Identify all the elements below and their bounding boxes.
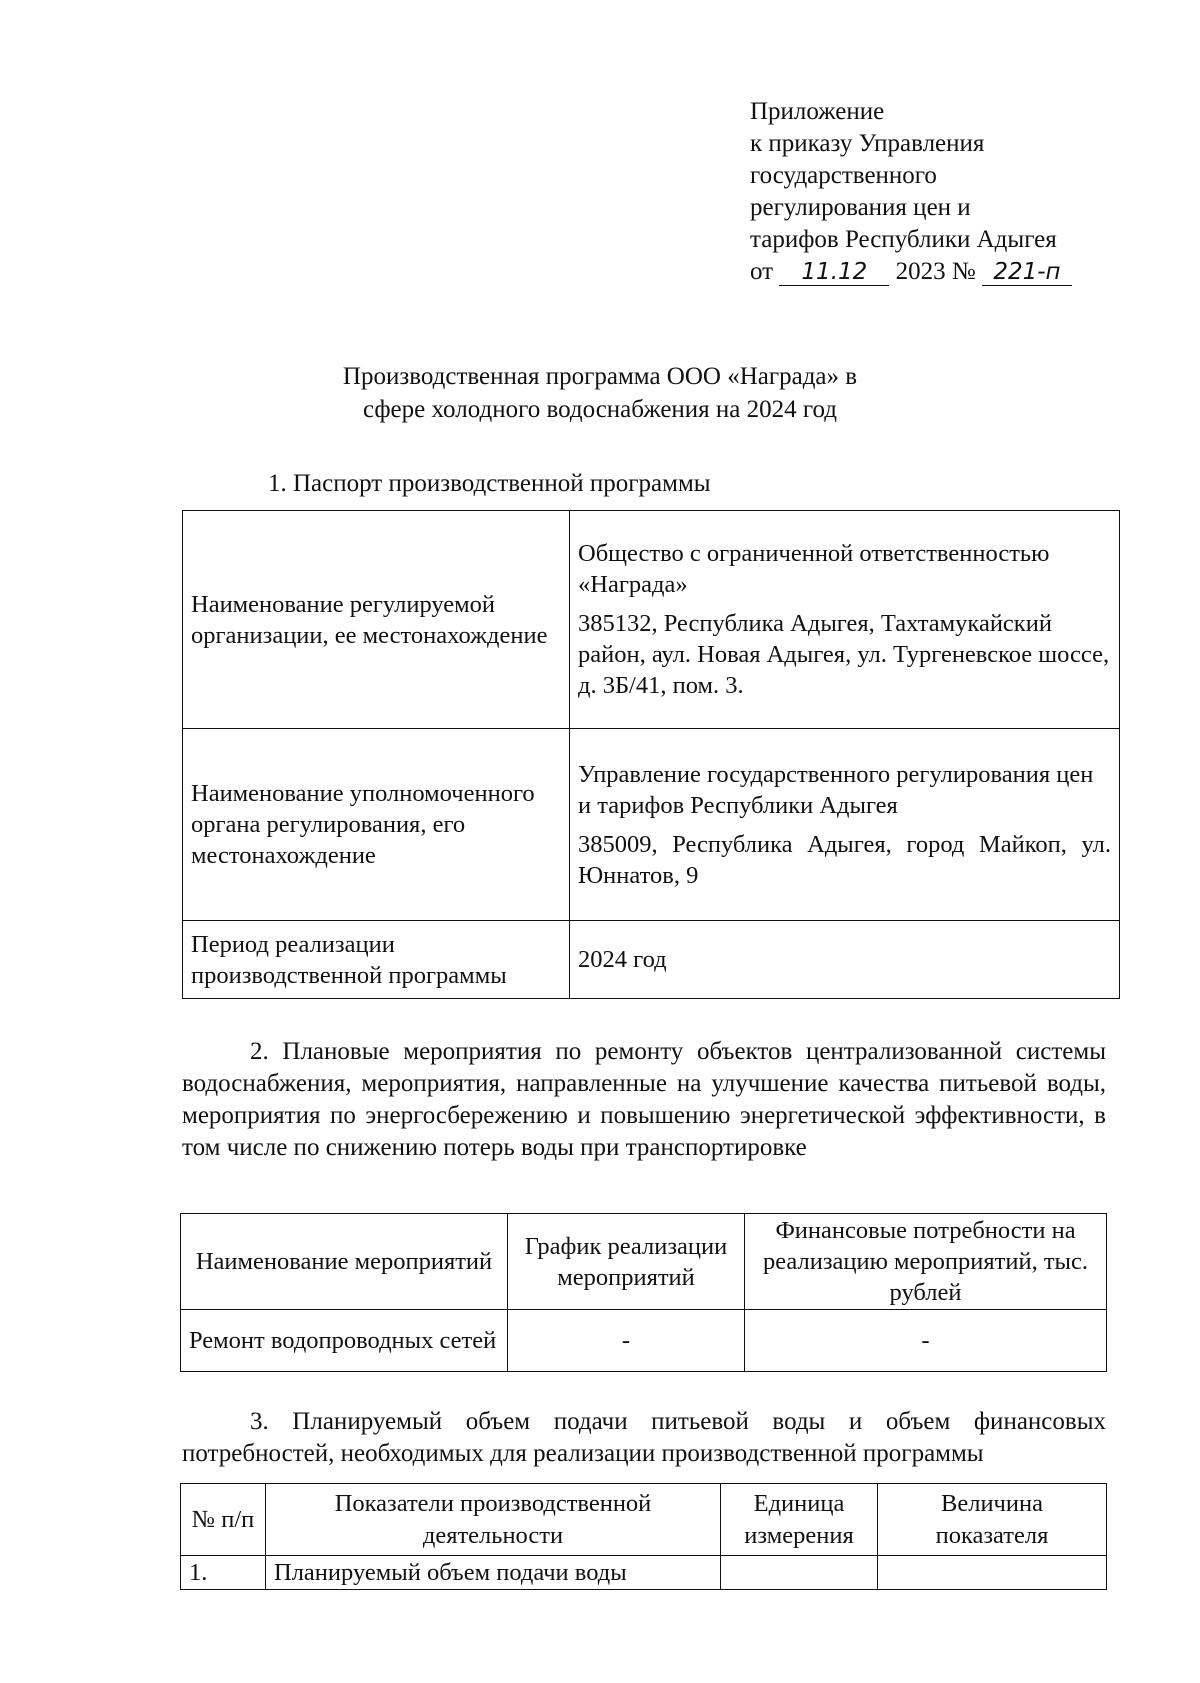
table-cell: Планируемый объем подачи воды [266,1556,721,1590]
table-row [183,729,1120,921]
table-cell [878,1556,1107,1590]
table-header-row [181,1214,1107,1310]
appendix-line: регулирования цен и [750,194,971,221]
table-header-row [181,1484,1107,1556]
table-header-cell: График реализации мероприятий [508,1214,745,1310]
document-title [260,360,940,426]
table-cell: Ремонт водопроводных сетей [181,1310,508,1372]
appendix-line: тарифов Республики Адыгея [750,226,1057,253]
measures-table [180,1213,1107,1372]
appendix-block [750,96,1072,288]
table-row [181,1310,1107,1372]
appendix-line: к приказу Управления [750,130,985,157]
regulator-address: 385009, Республика Адыгея, город Майкоп, ул. Юннатов, 9 [578,830,1111,889]
section3-text: 3. Планируемый объем подачи питьевой воды и объем финансовых потребностей, необходимых для реализации производственной программы [182,1408,1106,1467]
table-row [181,1556,1107,1590]
table-cell-value [570,511,1120,729]
table-cell: 1. [181,1556,266,1590]
title-line-1: Производственная программа ООО «Награда» в [342,363,858,390]
date-year: 2023 № [895,258,976,285]
table-row [183,921,1120,999]
handwritten-order-number: 221-п [982,259,1072,286]
org-address: 385132, Республика Адыгея, Тахтамукайский район, аул. Новая Адыгея, ул. Тургеневское шоссе, д. 3Б/41, пом. 3. [578,610,1110,699]
table-cell: - [745,1310,1107,1372]
table-header-cell: Единица измерения [721,1484,878,1556]
table-cell-label: Наименование регулируемой организации, ее местонахождение [183,511,570,729]
passport-table [182,510,1120,999]
volume-table [180,1483,1107,1590]
org-name: Общество с ограниченной ответственностью «Награда» [578,540,1050,598]
appendix-date-line [750,256,1072,288]
table-cell-value [570,729,1120,921]
regulator-name: Управление государственного регулирования цен и тарифов Республики Адыгея [578,760,1094,819]
section1-heading: 1. Паспорт производственной программы [268,470,711,497]
table-cell-value: 2024 год [570,921,1120,999]
table-cell-label: Наименование уполномоченного органа регулирования, его местонахождение [183,729,570,921]
table-row [183,511,1120,729]
table-cell [721,1556,878,1590]
table-header-cell: Финансовые потребности на реализацию мероприятий, тыс. рублей [745,1214,1107,1310]
title-line-2: сфере холодного водоснабжения на 2024 год [362,396,838,423]
table-cell: - [508,1310,745,1372]
appendix-line: государственного [750,162,937,189]
date-prefix: от [750,258,774,285]
table-cell-label: Период реализации производственной программы [183,921,570,999]
table-header-cell: Наименование мероприятий [181,1214,508,1310]
table-header-cell: Показатели производственной деятельности [266,1484,721,1556]
appendix-line: Приложение [750,98,885,125]
section2-text: 2. Плановые мероприятия по ремонту объектов централизованной системы водоснабжения, мероприятия, направленные на улучшение качества питьевой воды, мероприятия по энергосбережению и повышению энергетической эффективности, в том числе по снижению потерь воды при транспортировке [182,1038,1106,1161]
table-header-cell: № п/п [181,1484,266,1556]
handwritten-date: 11.12 [779,259,889,286]
table-header-cell: Величина показателя [878,1484,1107,1556]
